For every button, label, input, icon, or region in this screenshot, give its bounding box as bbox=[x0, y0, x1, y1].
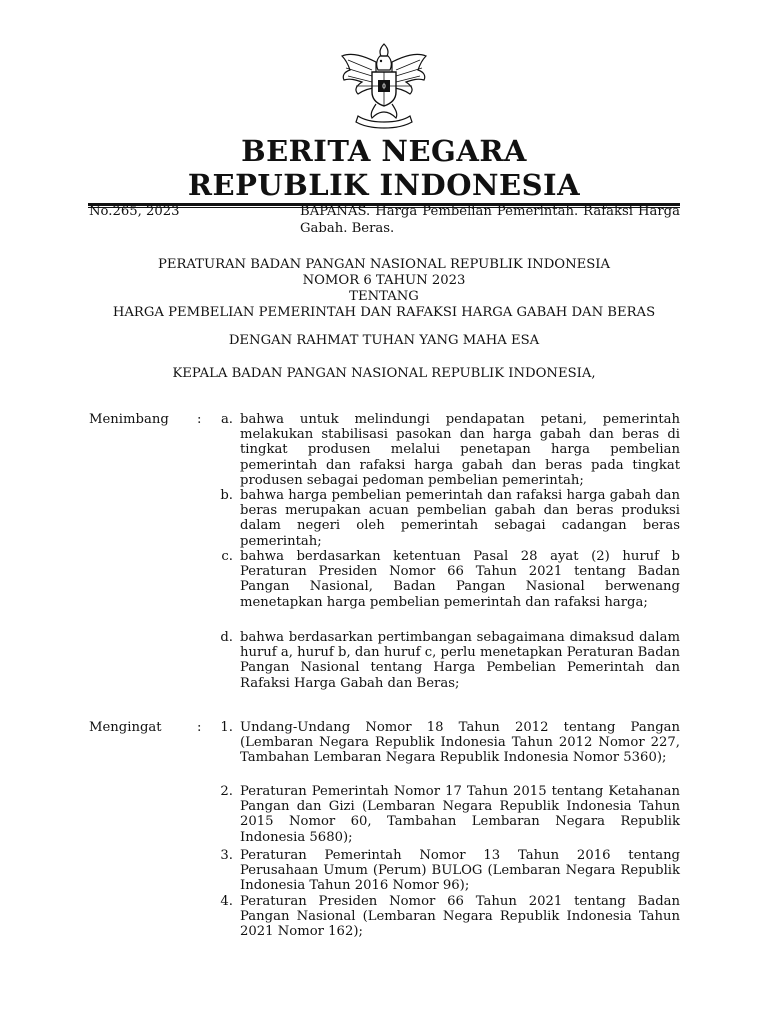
item-text: Peraturan Pemerintah Nomor 13 Tahun 2016 tentang Perusahaan Umum (Perum) BULOG (Lembaran Negara Republik Indonesia Tahun 2016 Nomor 96); bbox=[240, 848, 680, 894]
item-text: bahwa harga pembelian pemerintah dan rafaksi harga gabah dan beras merupakan acuan pembelian gabah dan beras produksi dalam negeri oleh pemerintah sebagai cadangan beras pemerintah; bbox=[240, 488, 680, 549]
regulation-heading bbox=[0, 257, 768, 321]
rahmat-line: DENGAN RAHMAT TUHAN YANG MAHA ESA bbox=[228, 333, 540, 348]
item-text: bahwa berdasarkan pertimbangan sebagaimana dimaksud dalam huruf a, huruf b, dan huruf c, perlu menetapkan Peraturan Badan Pangan Nasional tentang Harga Pembelian Pemerintah dan Rafaksi Harga Gabah dan Beras; bbox=[240, 630, 680, 691]
item-text: bahwa berdasarkan ketentuan Pasal 28 ayat (2) huruf b Peraturan Presiden Nomor 66 Tahun 2021 tentang Badan Pangan Nasional, Badan Pangan Nasional berwenang menetapkan harga pembelian pemerintah dan rafaksi harga; bbox=[240, 549, 680, 610]
item-marker: d. bbox=[220, 630, 233, 645]
item-text: Peraturan Pemerintah Nomor 17 Tahun 2015 tentang Ketahanan Pangan dan Gizi (Lembaran Negara Republik Indonesia Tahun 2015 Nomor 60, Tambahan Lembaran Negara Republik Indonesia 5680); bbox=[240, 784, 680, 845]
regulation-line-1: PERATURAN BADAN PANGAN NASIONAL REPUBLIK INDONESIA bbox=[157, 257, 611, 272]
gazette-number: No.265, 2023 bbox=[89, 204, 180, 219]
regulation-line-2: NOMOR 6 TAHUN 2023 bbox=[302, 273, 466, 288]
menimbang-label: Menimbang bbox=[89, 412, 169, 427]
item-marker: a. bbox=[220, 412, 233, 427]
item-text: Peraturan Presiden Nomor 66 Tahun 2021 tentang Badan Pangan Nasional (Lembaran Negara Republik Indonesia Tahun 2021 Nomor 162); bbox=[240, 894, 680, 940]
mengingat-colon: : bbox=[197, 720, 202, 735]
gazette-subject: BAPANAS. Harga Pembelian Pemerintah. Rafaksi Harga Gabah. Beras. bbox=[300, 204, 680, 236]
kepala-line: KEPALA BADAN PANGAN NASIONAL REPUBLIK INDONESIA, bbox=[172, 366, 596, 381]
item-marker: 3. bbox=[220, 848, 233, 863]
item-marker: c. bbox=[221, 549, 233, 564]
regulation-line-3: TENTANG bbox=[349, 289, 419, 304]
garuda-emblem bbox=[336, 42, 432, 130]
gazette-subtitle: REPUBLIK INDONESIA bbox=[187, 168, 581, 202]
item-marker: 4. bbox=[220, 894, 233, 909]
item-text: Undang-Undang Nomor 18 Tahun 2012 tentang Pangan (Lembaran Negara Republik Indonesia Tahun 2012 Nomor 227, Tambahan Lembaran Negara Republik Indonesia Nomor 5360); bbox=[240, 720, 680, 766]
item-text: bahwa untuk melindungi pendapatan petani, pemerintah melakukan stabilisasi pasokan dan harga gabah dan beras di tingkat produsen melalui penetapan harga pembelian pemerintah dan rafaksi harga gabah dan beras pada tingkat produsen sebagai pedoman pembelian pemerintah; bbox=[240, 412, 680, 488]
menimbang-colon: : bbox=[197, 412, 202, 427]
item-marker: 2. bbox=[220, 784, 233, 799]
regulation-line-4: HARGA PEMBELIAN PEMERINTAH DAN RAFAKSI HARGA GABAH DAN BERAS bbox=[112, 305, 656, 320]
item-marker: b. bbox=[220, 488, 233, 503]
item-marker: 1. bbox=[220, 720, 233, 735]
mengingat-label: Mengingat bbox=[89, 720, 162, 735]
gazette-title: BERITA NEGARA bbox=[241, 134, 527, 168]
